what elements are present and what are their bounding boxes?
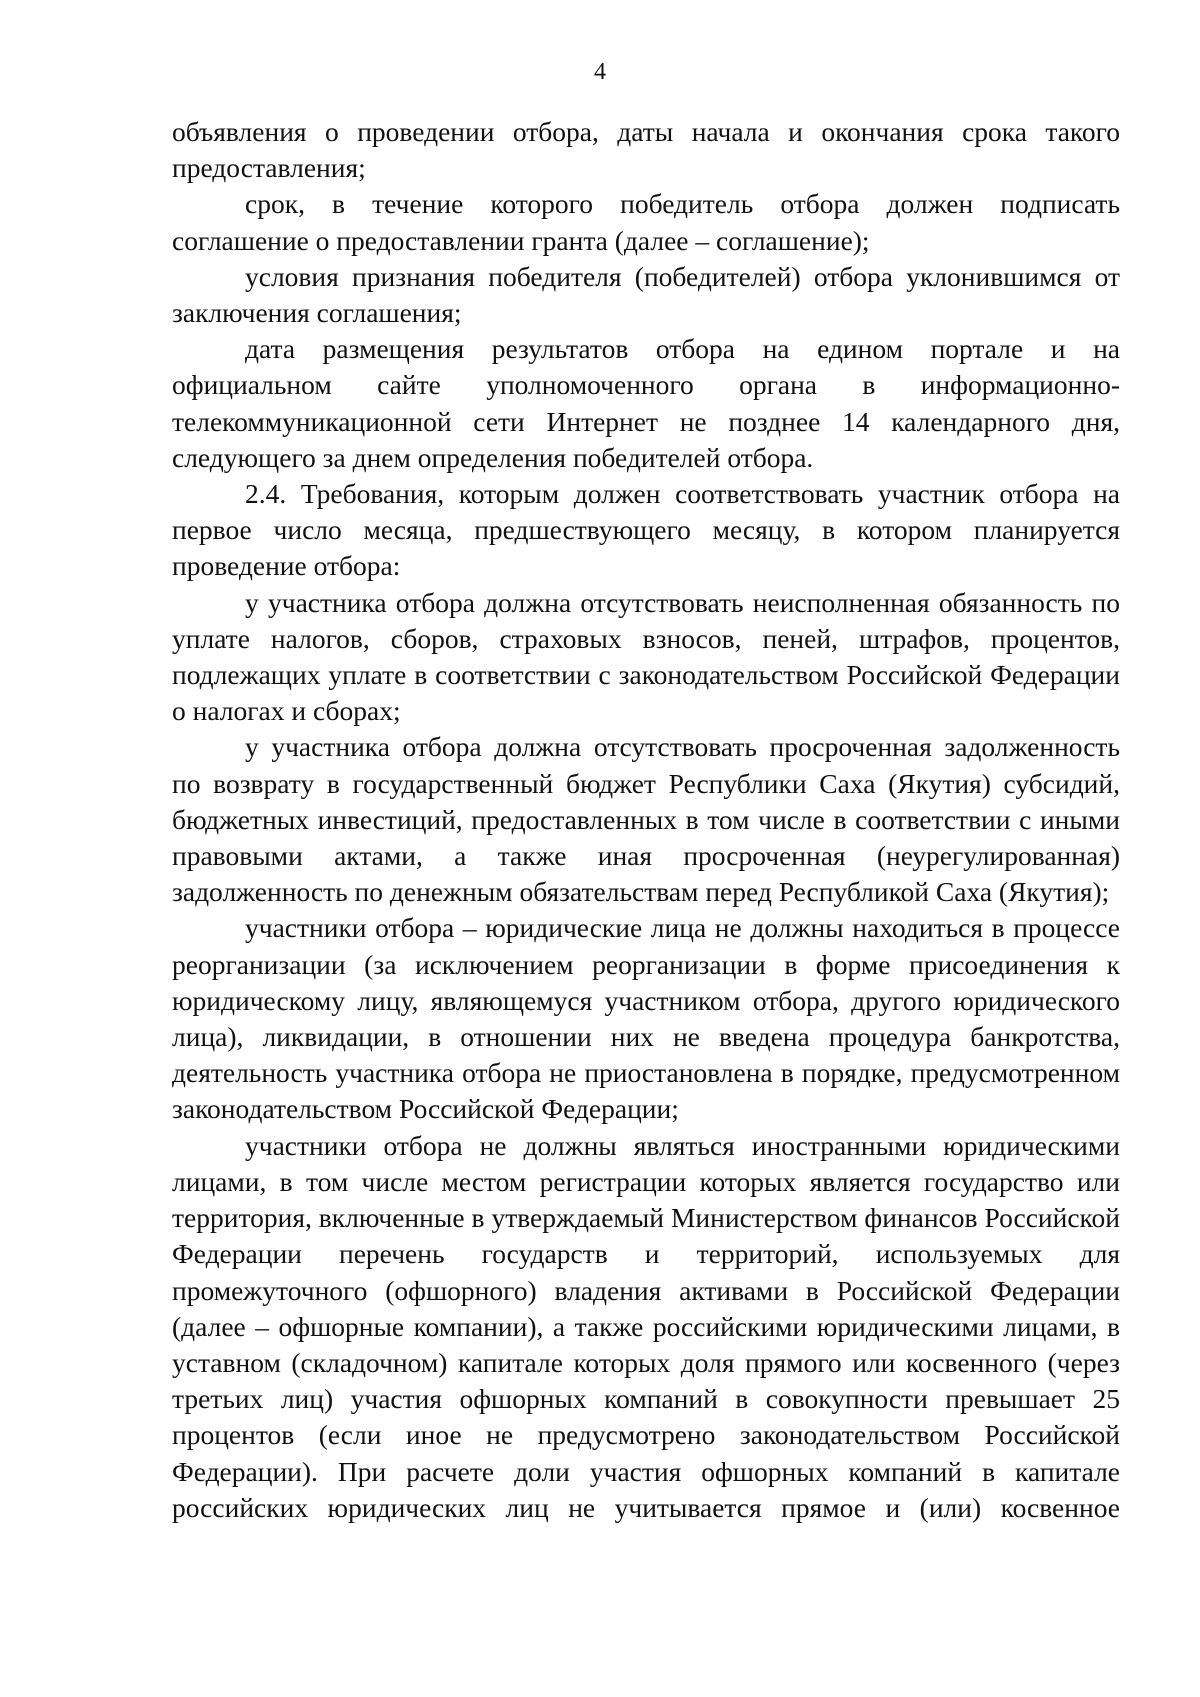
- paragraph-results-publication: дата размещения результатов отбора на едином портале и на официальном сайте уполномоченного органа в информационно-телекоммуникационной сети Интернет не позднее 14 календарного дня, следующего за днем определения победителей отбора.: [172, 333, 1120, 473]
- paragraph-section-2-4: 2.4. Требования, которым должен соответствовать участник отбора на первое число месяца, предшествующего месяцу, в котором планируется проведение отбора:: [172, 478, 1120, 582]
- paragraph-overdue-debt: у участника отбора должна отсутствовать просроченная задолженность по возврату в государственный бюджет Республики Саха (Якутия) субсидий, бюджетных инвестиций, предоставленных в том числе в соответствии с иными правовыми актами, а также иная просроченная (неурегулированная) задолженность по денежным обязательствам перед Республикой Саха (Якутия);: [172, 731, 1120, 908]
- paragraph-reorganization: участники отбора – юридические лица не должны находиться в процессе реорганизации (за исключением реорганизации в форме присоединения к юридическому лицу, являющемуся участником отбора, другого юридического лица), ликвидации, в отношении них не введена процедура банкротства, деятельность участника отбора не приостановлена в порядке, предусмотренном законодательством Российской Федерации;: [172, 912, 1120, 1125]
- paragraph-signing-deadline: срок, в течение которого победитель отбора должен подписать соглашение о предоставлении гранта (далее – соглашение);: [172, 188, 1120, 256]
- page-number: 4: [594, 59, 606, 85]
- paragraph-announcement-end: объявления о проведении отбора, даты начала и окончания срока такого предоставления;: [172, 116, 1120, 184]
- paragraph-tax-obligations: у участника отбора должна отсутствовать неисполненная обязанность по уплате налогов, сборов, страховых взносов, пеней, штрафов, процентов, подлежащих уплате в соответствии с законодательством Российской Федерации о налогах и сборах;: [172, 586, 1120, 727]
- paragraph-evasion-conditions: условия признания победителя (победителей) отбора уклонившимся от заключения соглашения;: [172, 260, 1120, 329]
- paragraph-offshore-companies: участники отбора не должны являться иностранными юридическими лицами, в том числе местом регистрации которых является государство или территория, включенные в утверждаемый Министерством финансов Российской Федерации перечень государств и территорий, используемых для промежуточного (офшорного) владения активами в Российской Федерации (далее – офшорные компании), а также российскими юридическими лицами, в уставном (складочном) капитале которых доля прямого или косвенного (через третьих лиц) участия офшорных компаний в совокупности превышает 25 процентов (если иное не предусмотрено законодательством Российской Федерации). При расчете доли участия офшорных компаний в капитале российских юридических лиц не учитывается прямое и (или) косвенное: [172, 1129, 1120, 1523]
- document-body: [172, 114, 1120, 1526]
